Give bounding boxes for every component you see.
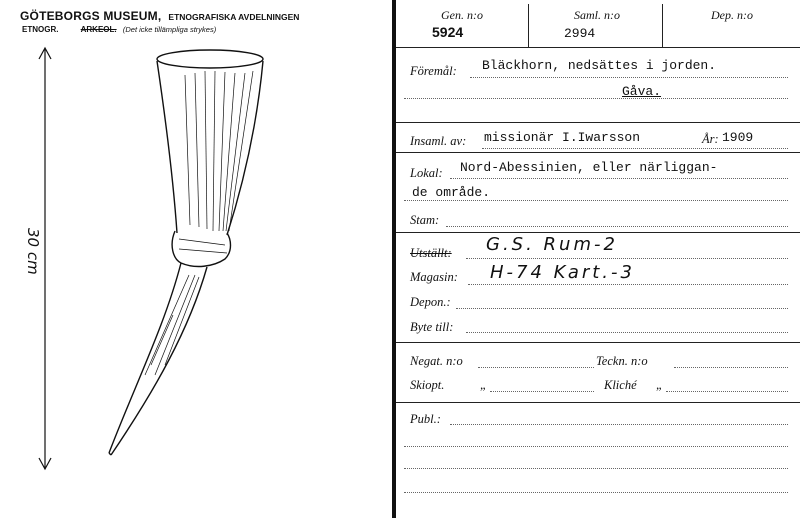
insaml-label: Insaml. av: <box>410 134 467 148</box>
header-rule <box>396 47 800 48</box>
skiopt-label: Skiopt. <box>410 378 445 392</box>
lokal-label: Lokal: <box>410 166 443 180</box>
byte-label: Byte till: <box>410 320 454 334</box>
department-name: ETNOGRAFISKA AVDELNINGEN <box>168 12 300 22</box>
ar-value: 1909 <box>722 130 754 145</box>
gen-value: 5924 <box>432 24 464 40</box>
kliche-ditto: „ <box>656 378 663 392</box>
skiopt-ditto: „ <box>480 378 487 392</box>
foremal-label: Föremål: <box>410 64 457 78</box>
museum-name: GÖTEBORGS MUSEUM, <box>20 9 162 23</box>
saml-label: Saml. n:o <box>574 8 620 22</box>
museum-header <box>20 7 299 25</box>
strike-note: (Det icke tillämpliga strykes) <box>122 25 217 34</box>
drinking-horn-icon <box>95 45 295 475</box>
dep-label: Dep. n:o <box>711 8 753 22</box>
negat-label: Negat. n:o <box>410 354 463 368</box>
stam-label: Stam: <box>410 213 440 227</box>
drawing-panel <box>0 0 392 518</box>
foremal-value: Bläckhorn, nedsättes i jorden. <box>482 58 717 73</box>
lokal-value: Nord-Abessinien, eller närliggan- <box>460 160 718 175</box>
magasin-value: H-74 Kart.-3 <box>490 262 635 283</box>
depon-label: Depon.: <box>410 295 451 309</box>
etnogr-label: ETNOGR. <box>22 25 59 34</box>
teckn-label: Teckn. n:o <box>596 354 648 368</box>
utstallt-value: G.S. Rum-2 <box>486 234 618 255</box>
arkeol-label: ARKEOL. <box>80 25 117 34</box>
utstallt-label: Utställt: <box>410 246 452 260</box>
publ-label: Publ.: <box>410 412 441 426</box>
magasin-label: Magasin: <box>410 270 458 284</box>
foremal-value-2: Gåva. <box>622 84 662 99</box>
gen-label: Gen. n:o <box>441 8 483 22</box>
saml-value: 2994 <box>564 26 596 41</box>
insaml-value: missionär I.Iwarsson <box>484 130 641 145</box>
ar-label: År: <box>702 132 719 146</box>
lokal-value-2: de område. <box>412 185 491 200</box>
section-line <box>22 25 216 34</box>
kliche-label: Kliché <box>604 378 637 392</box>
size-label: 30 cm <box>24 228 42 275</box>
